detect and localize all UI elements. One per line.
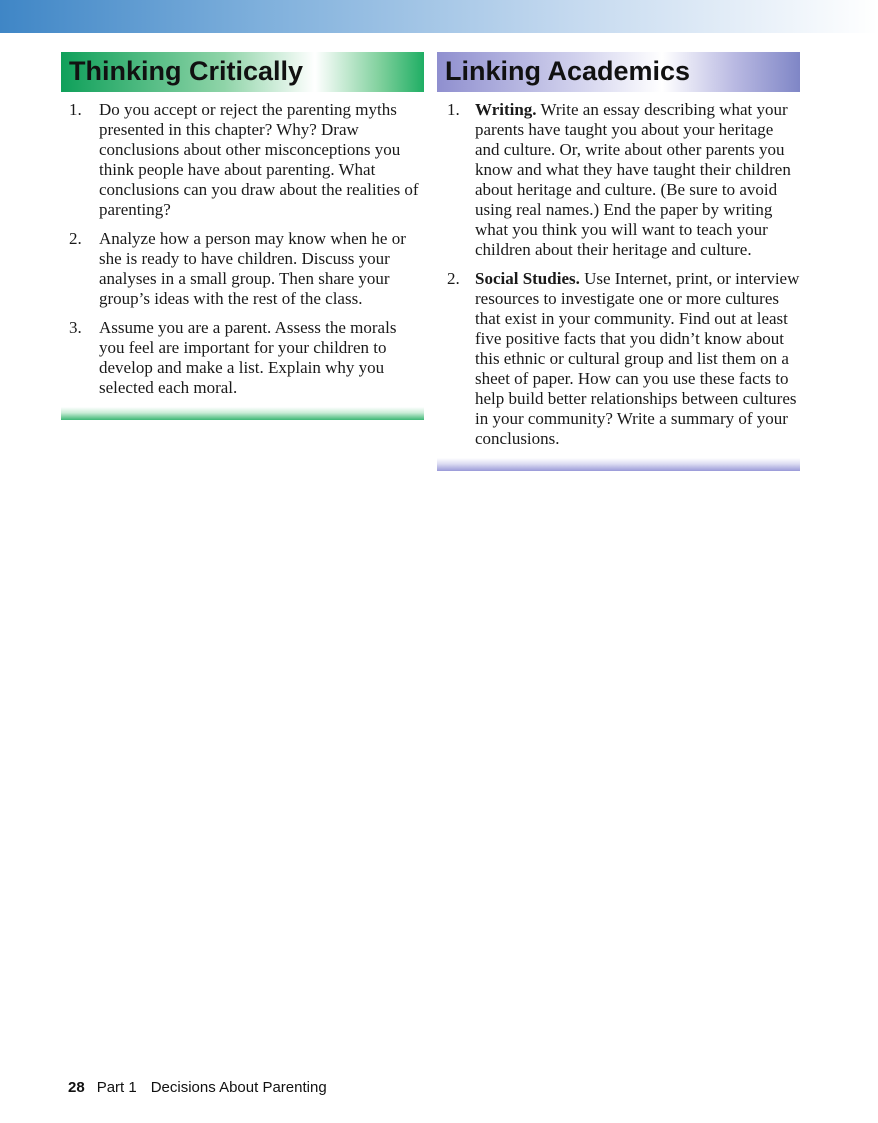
- thinking-critically-end-bar: [61, 407, 424, 420]
- linking-academics-end-bar: [437, 458, 800, 471]
- item-text: Write an essay describing what your parents have taught you about your heritage and culture. Or, write about other parents you know and what they have taught their children about heritage and culture. (Be sure to avoid using real names.) End the paper by writing what you think you will want to teach your children about their heritage and culture.: [475, 100, 791, 259]
- linking-academics-list: [437, 92, 800, 449]
- top-decorative-bar: [0, 0, 878, 33]
- item-number: 1.: [69, 100, 82, 119]
- item-lead: Social Studies.: [475, 269, 580, 288]
- part-label: Part 1: [96, 1079, 137, 1096]
- thinking-critically-box: [61, 52, 424, 420]
- list-item: [437, 269, 800, 449]
- list-item: [61, 229, 424, 309]
- item-lead: Writing.: [475, 100, 537, 119]
- page-footer: [68, 1079, 327, 1096]
- page-number: 28: [68, 1079, 85, 1096]
- thinking-critically-list: [61, 92, 424, 398]
- linking-academics-heading: Linking Academics: [437, 52, 800, 92]
- item-text: Do you accept or reject the parenting myths presented in this chapter? Why? Draw conclusions about other misconceptions you think people have about parenting. What conclusions can you draw about the realities of parenting?: [99, 100, 419, 219]
- section-title: Decisions About Parenting: [150, 1079, 327, 1096]
- item-text: Analyze how a person may know when he or she is ready to have children. Discuss your analyses in a small group. Then share your group’s ideas with the rest of the class.: [99, 229, 406, 308]
- item-text: Use Internet, print, or interview resources to investigate one or more cultures that exist in your community. Find out at least five positive facts that you didn’t know about this ethnic or cultural group and list them on a sheet of paper. How can you use these facts to help build better relationships between cultures in your community? Write a summary of your conclusions.: [475, 269, 800, 448]
- list-item: [61, 100, 424, 220]
- item-number: 2.: [69, 229, 82, 248]
- list-item: [61, 318, 424, 398]
- item-text: Assume you are a parent. Assess the morals you feel are important for your children to develop and make a list. Explain why you selected each moral.: [99, 318, 397, 397]
- item-number: 3.: [69, 318, 82, 337]
- list-item: [437, 100, 800, 260]
- thinking-critically-heading: Thinking Critically: [61, 52, 424, 92]
- item-number: 2.: [447, 269, 460, 288]
- linking-academics-box: [437, 52, 800, 471]
- item-number: 1.: [447, 100, 460, 119]
